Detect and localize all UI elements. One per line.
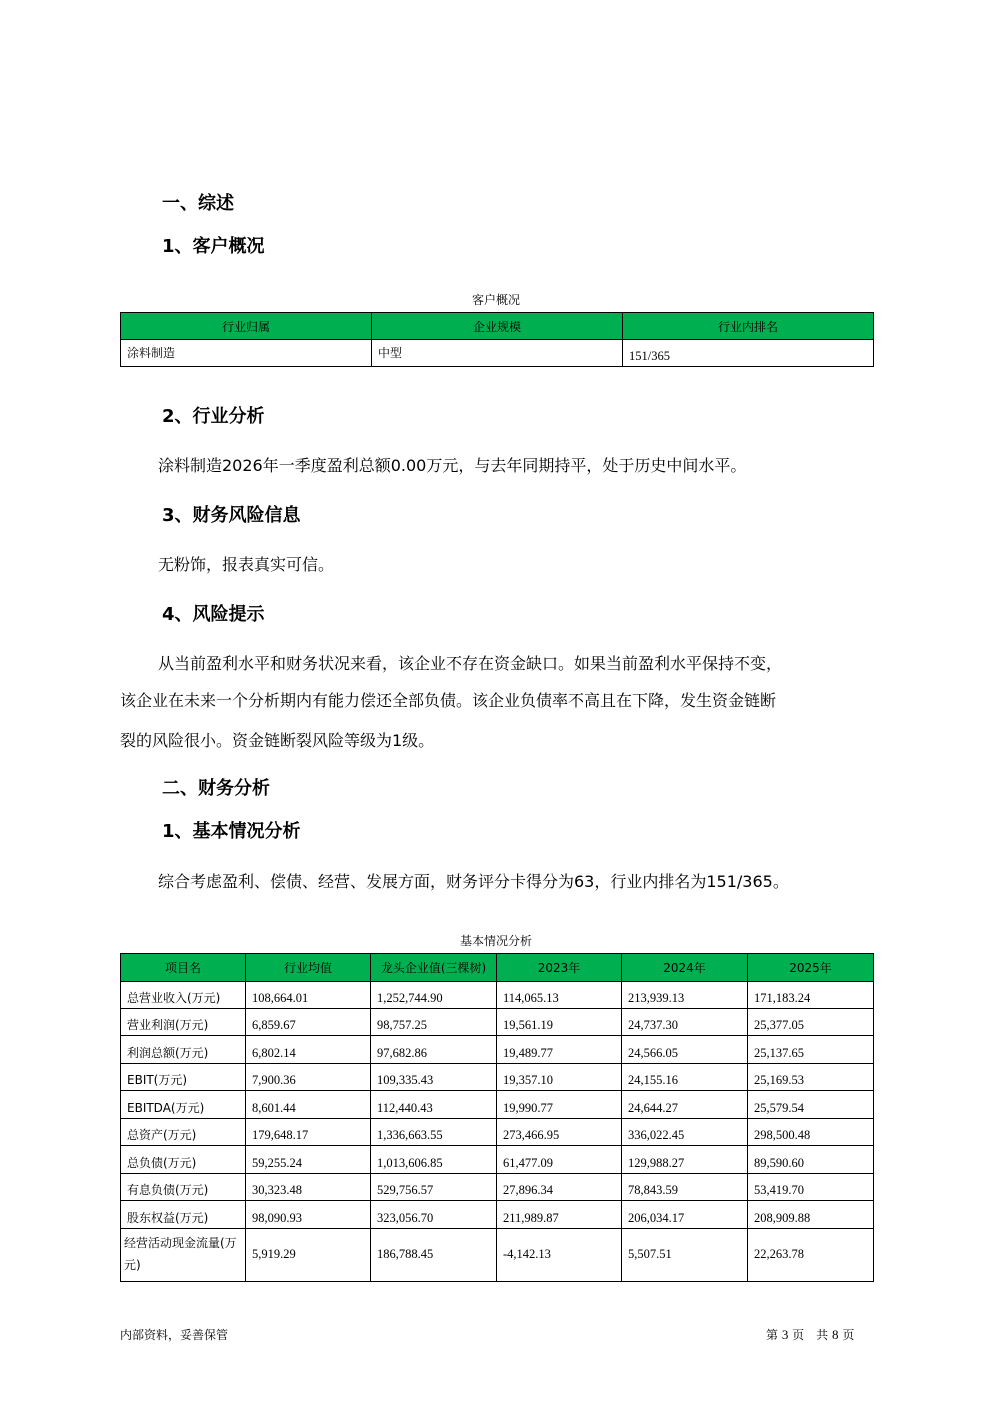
cell: 97,682.86	[371, 1036, 497, 1064]
cell: 30,323.48	[246, 1174, 371, 1201]
cell: 186,788.45	[371, 1229, 497, 1282]
cell: 6,802.14	[246, 1036, 371, 1064]
table-row	[121, 1119, 874, 1146]
table-row	[121, 1009, 874, 1036]
page-mid: 页 共	[792, 1328, 829, 1342]
customer-header-rank: 行业内排名	[623, 313, 874, 340]
table-row	[121, 1146, 874, 1174]
cell: 323,056.70	[371, 1201, 497, 1229]
row-label: EBIT(万元)	[121, 1064, 246, 1091]
cell: 98,090.93	[246, 1201, 371, 1229]
cell: 273,466.95	[497, 1119, 622, 1146]
row-label: 营业利润(万元)	[121, 1009, 246, 1036]
table-row	[121, 1229, 874, 1282]
row-label: 有息负债(万元)	[121, 1174, 246, 1201]
cell: 336,022.45	[622, 1119, 748, 1146]
cell: 25,169.53	[748, 1064, 874, 1091]
page-current: 3	[781, 1327, 789, 1342]
cell: 25,137.65	[748, 1036, 874, 1064]
table-row	[121, 1064, 874, 1091]
risk-info-text: 无粉饰，报表真实可信。	[158, 555, 335, 574]
basic-header-2025: 2025年	[748, 954, 874, 982]
cell: 19,990.77	[497, 1091, 622, 1119]
cell: 5,507.51	[622, 1229, 748, 1282]
cell: 112,440.43	[371, 1091, 497, 1119]
basic-text: 综合考虑盈利、偿债、经营、发展方面，财务评分卡得分为63，行业内排名为151/365。	[158, 872, 789, 891]
row-label: 股东权益(万元)	[121, 1201, 246, 1229]
cell: 179,648.17	[246, 1119, 371, 1146]
basic-table	[120, 953, 874, 1282]
cell: 206,034.17	[622, 1201, 748, 1229]
cell: 22,263.78	[748, 1229, 874, 1282]
cell: 108,664.01	[246, 982, 371, 1009]
table-row	[121, 1201, 874, 1229]
cell: -4,142.13	[497, 1229, 622, 1282]
table-row	[121, 982, 874, 1009]
cell: 171,183.24	[748, 982, 874, 1009]
customer-table	[120, 312, 874, 367]
subheading-risk-info: 3、财务风险信息	[162, 505, 301, 526]
cell: 25,579.54	[748, 1091, 874, 1119]
section-heading-finance: 二、财务分析	[162, 778, 270, 799]
cell: 6,859.67	[246, 1009, 371, 1036]
subheading-industry: 2、行业分析	[162, 406, 265, 427]
cell: 1,013,606.85	[371, 1146, 497, 1174]
basic-header-industry-avg: 行业均值	[246, 954, 371, 982]
subheading-risk-hint: 4、风险提示	[162, 604, 265, 625]
cell: 78,843.59	[622, 1174, 748, 1201]
basic-header-2023: 2023年	[497, 954, 622, 982]
footer-page-number	[766, 1326, 854, 1343]
cell: 109,335.43	[371, 1064, 497, 1091]
risk-hint-line-3: 裂的风险很小。资金链断裂风险等级为1级。	[120, 731, 435, 750]
customer-industry: 涂料制造	[121, 340, 372, 367]
table-row	[121, 1174, 874, 1201]
row-label: EBITDA(万元)	[121, 1091, 246, 1119]
cell: 114,065.13	[497, 982, 622, 1009]
cell: 211,989.87	[497, 1201, 622, 1229]
cell: 208,909.88	[748, 1201, 874, 1229]
row-label: 总负债(万元)	[121, 1146, 246, 1174]
cell: 19,561.19	[497, 1009, 622, 1036]
cell: 24,155.16	[622, 1064, 748, 1091]
cell: 24,566.05	[622, 1036, 748, 1064]
cell: 25,377.05	[748, 1009, 874, 1036]
customer-scale: 中型	[372, 340, 623, 367]
customer-rank: 151/365	[623, 340, 874, 367]
page-total: 8	[832, 1327, 839, 1342]
basic-header-item: 项目名	[121, 954, 246, 982]
table-row	[121, 1091, 874, 1119]
footer-confidential: 内部资料，妥善保管	[120, 1328, 229, 1342]
page-suffix: 页	[842, 1328, 855, 1342]
subheading-basic: 1、基本情况分析	[162, 821, 301, 842]
cell: 7,900.36	[246, 1064, 371, 1091]
basic-table-caption: 基本情况分析	[459, 934, 532, 948]
cell: 19,489.77	[497, 1036, 622, 1064]
section-heading-overview: 一、综述	[162, 193, 234, 214]
cell: 129,988.27	[622, 1146, 748, 1174]
cell: 61,477.09	[497, 1146, 622, 1174]
cell: 5,919.29	[246, 1229, 371, 1282]
cell: 8,601.44	[246, 1091, 371, 1119]
cell: 89,590.60	[748, 1146, 874, 1174]
customer-header-scale: 企业规模	[372, 313, 623, 340]
cell: 1,252,744.90	[371, 982, 497, 1009]
customer-table-caption: 客户概况	[471, 293, 520, 307]
row-label: 总营业收入(万元)	[121, 982, 246, 1009]
cell: 298,500.48	[748, 1119, 874, 1146]
cell: 213,939.13	[622, 982, 748, 1009]
cell: 59,255.24	[246, 1146, 371, 1174]
row-label: 经营活动现金流量(万元)	[121, 1229, 246, 1282]
basic-header-leader: 龙头企业值(三棵树)	[371, 954, 497, 982]
cell: 19,357.10	[497, 1064, 622, 1091]
cell: 1,336,663.55	[371, 1119, 497, 1146]
cell: 98,757.25	[371, 1009, 497, 1036]
subheading-customer: 1、客户概况	[162, 236, 265, 257]
cell: 24,644.27	[622, 1091, 748, 1119]
risk-hint-line-2: 该企业在未来一个分析期内有能力偿还全部负债。该企业负债率不高且在下降，发生资金链断	[120, 691, 777, 710]
industry-text: 涂料制造2026年一季度盈利总额0.00万元，与去年同期持平，处于历史中间水平。	[158, 456, 747, 475]
basic-header-2024: 2024年	[622, 954, 748, 982]
cell: 529,756.57	[371, 1174, 497, 1201]
page-prefix: 第	[766, 1328, 779, 1342]
cell: 53,419.70	[748, 1174, 874, 1201]
table-row	[121, 1036, 874, 1064]
risk-hint-line-1: 从当前盈利水平和财务状况来看，该企业不存在资金缺口。如果当前盈利水平保持不变，	[158, 654, 783, 673]
customer-header-industry: 行业归属	[121, 313, 372, 340]
row-label: 利润总额(万元)	[121, 1036, 246, 1064]
cell: 24,737.30	[622, 1009, 748, 1036]
cell: 27,896.34	[497, 1174, 622, 1201]
row-label: 总资产(万元)	[121, 1119, 246, 1146]
